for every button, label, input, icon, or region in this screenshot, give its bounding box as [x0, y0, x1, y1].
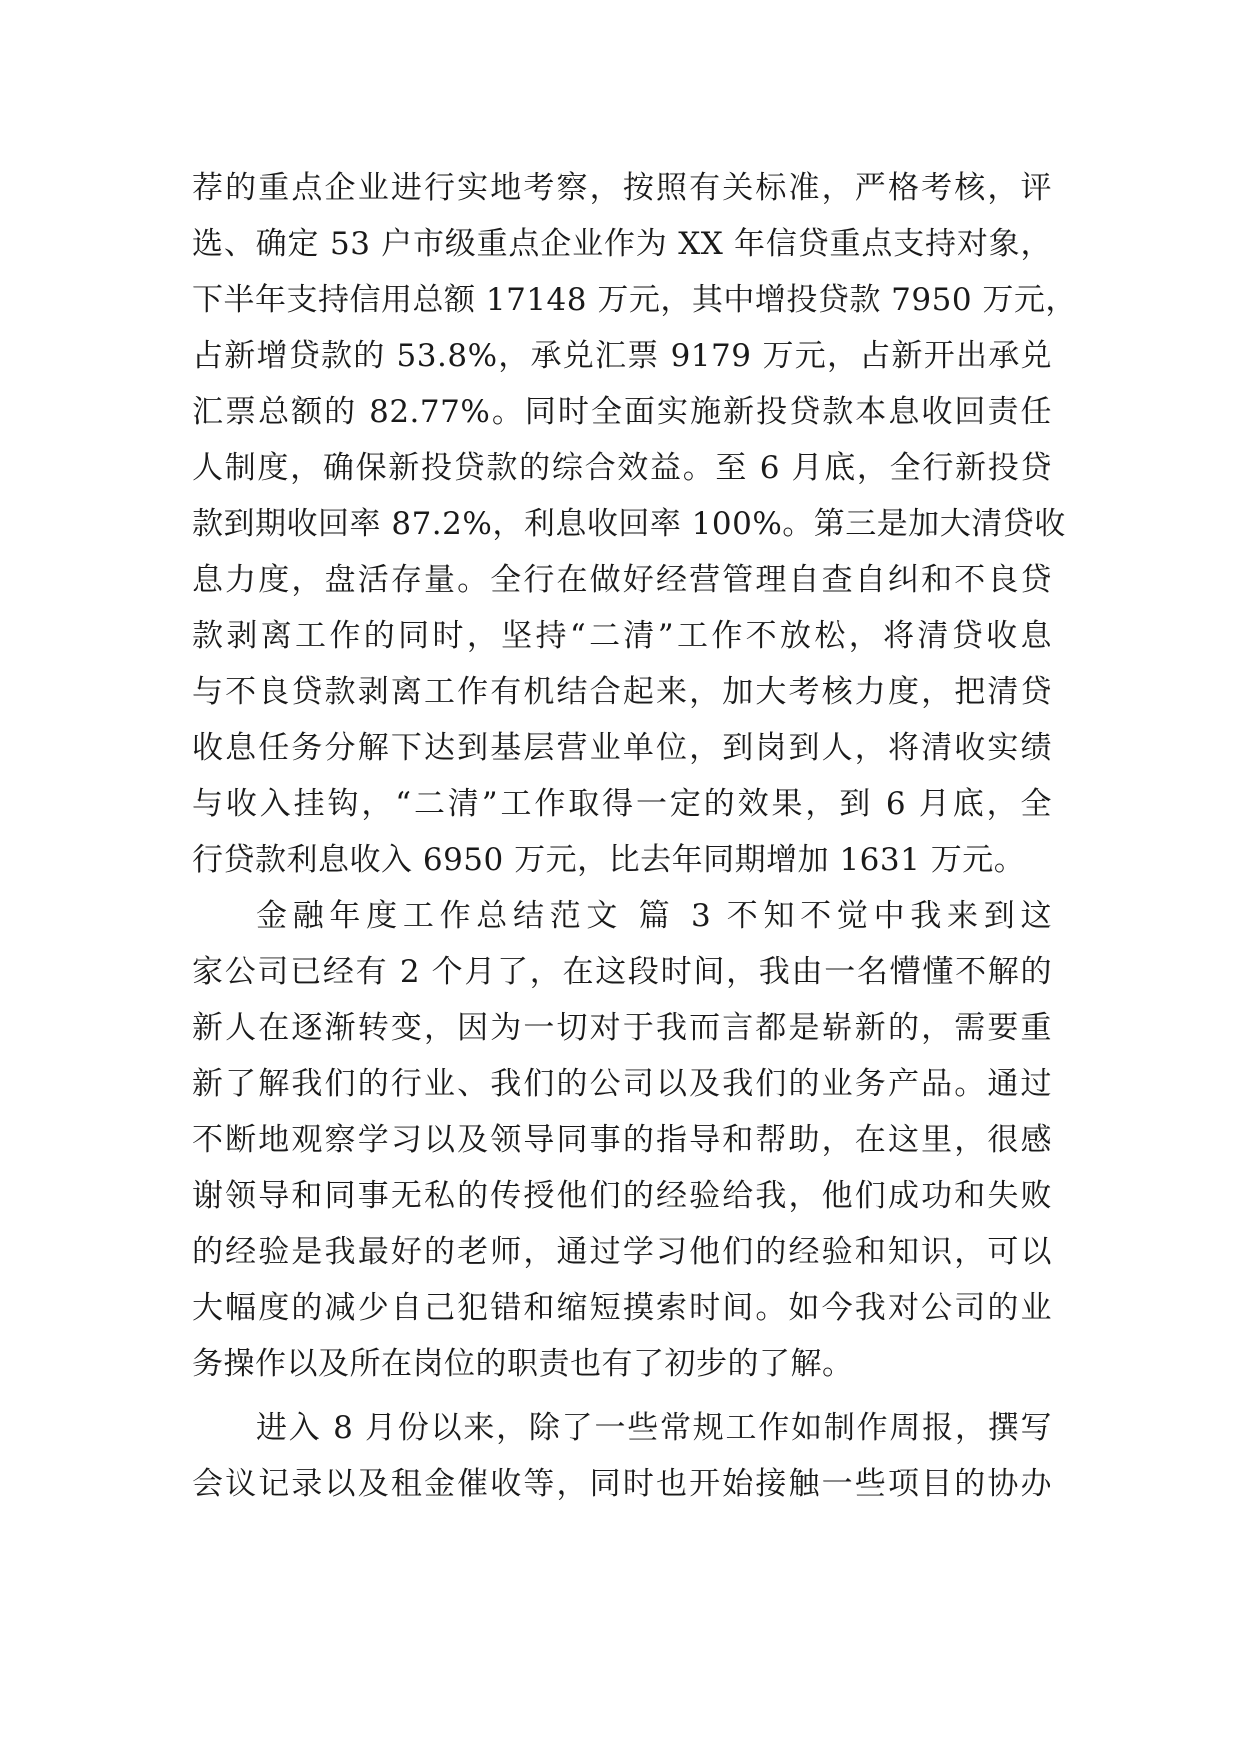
text-line: 行贷款利息收入 6950 万元，比去年同期增加 1631 万元。: [192, 842, 1026, 878]
text-line: 进入 8 月份以来，除了一些常规工作如制作周报，撰写: [256, 1410, 1052, 1446]
text-line: 不断地观察学习以及领导同事的指导和帮助，在这里，很感: [192, 1122, 1052, 1158]
text-line: 谢领导和同事无私的传授他们的经验给我，他们成功和失败: [192, 1178, 1052, 1214]
text-line: 汇票总额的 82.77%。同时全面实施新投贷款本息收回责任: [192, 394, 1052, 430]
text-line: 新了解我们的行业、我们的公司以及我们的业务产品。通过: [192, 1066, 1052, 1102]
text-line: 占新增贷款的 53.8%，承兑汇票 9179 万元，占新开出承兑: [192, 338, 1052, 374]
paragraph-gap: [192, 1392, 1052, 1400]
text-line: 下半年支持信用总额 17148 万元，其中增投贷款 7950 万元，: [192, 282, 1077, 318]
text-line: 息力度，盘活存量。全行在做好经营管理自查自纠和不良贷: [192, 562, 1052, 598]
paragraph: [192, 160, 1077, 888]
text-line: 大幅度的减少自己犯错和缩短摸索时间。如今我对公司的业: [192, 1290, 1052, 1326]
section-heading-line: 金融年度工作总结范文 篇 3 不知不觉中我来到这: [256, 898, 1052, 934]
text-line: 会议记录以及租金催收等，同时也开始接触一些项目的协办: [192, 1466, 1052, 1502]
paragraph: [192, 888, 1052, 1392]
text-line: 人制度，确保新投贷款的综合效益。至 6 月底，全行新投贷: [192, 450, 1052, 486]
document-body: [192, 160, 1077, 1512]
text-line: 款到期收回率 87.2%，利息收回率 100%。第三是加大清贷收: [192, 506, 1066, 542]
text-line: 收息任务分解下达到基层营业单位，到岗到人，将清收实绩: [192, 730, 1052, 766]
text-line: 荐的重点企业进行实地考察，按照有关标准，严格考核，评: [192, 170, 1052, 206]
text-line: 新人在逐渐转变，因为一切对于我而言都是崭新的，需要重: [192, 1010, 1052, 1046]
text-line: 选、确定 53 户市级重点企业作为 XX 年信贷重点支持对象，: [192, 226, 1052, 262]
text-line: 款剥离工作的同时，坚持“二清”工作不放松，将清贷收息: [192, 618, 1052, 654]
text-line: 务操作以及所在岗位的职责也有了初步的了解。: [192, 1346, 854, 1382]
text-line: 的经验是我最好的老师，通过学习他们的经验和知识，可以: [192, 1234, 1052, 1270]
text-line: 与不良贷款剥离工作有机结合起来，加大考核力度，把清贷: [192, 674, 1052, 710]
text-line: 家公司已经有 2 个月了，在这段时间，我由一名懵懂不解的: [192, 954, 1052, 990]
text-line: 与收入挂钩，“二清”工作取得一定的效果，到 6 月底，全: [192, 786, 1052, 822]
paragraph: [192, 1400, 1052, 1512]
